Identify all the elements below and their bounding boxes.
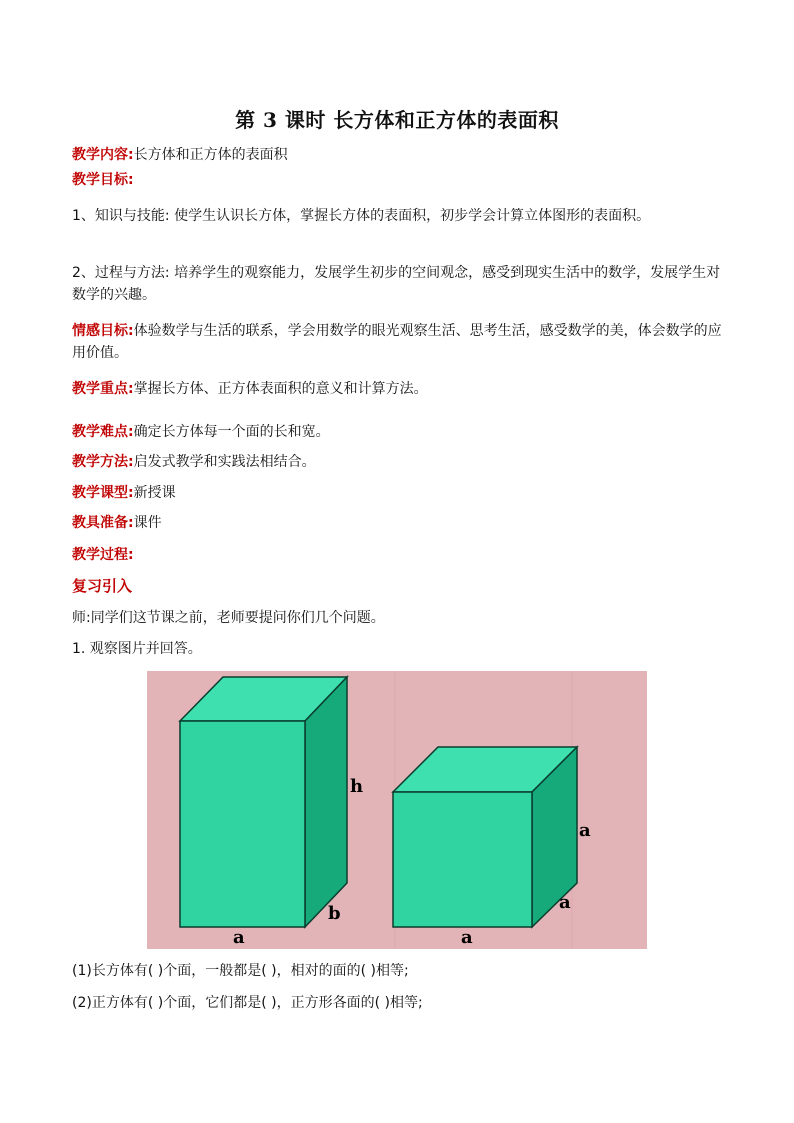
cuboid-front-face	[180, 721, 305, 927]
teaching-method	[72, 451, 732, 473]
teaching-content-text: 长方体和正方体的表面积	[133, 147, 288, 163]
teaching-key-point-label: 教学重点:	[72, 381, 134, 397]
teaching-tools-text: 课件	[133, 515, 162, 531]
teaching-objectives-label: 教学目标:	[72, 172, 134, 188]
teaching-difficulty	[72, 421, 732, 443]
teaching-process	[72, 544, 732, 566]
question-1: 1. 观察图片并回答。	[72, 641, 202, 657]
cube-front-face	[393, 792, 532, 927]
objective-process: 2、过程与方法: 培养学生的观察能力，发展学生初步的空间观念，感受到现实生活中的数学，发展学生对数学的兴趣。	[72, 265, 721, 303]
cuboid-depth-label: b	[328, 903, 341, 924]
teaching-process-label: 教学过程:	[72, 547, 134, 563]
cube-length-label: a	[461, 927, 473, 948]
teaching-method-text: 启发式教学和实践法相结合。	[133, 454, 316, 470]
review-heading: 复习引入	[72, 577, 133, 595]
emotion-objective	[72, 320, 728, 364]
teaching-difficulty-label: 教学难点:	[72, 424, 134, 440]
sub-question-1: (1)长方体有( )个面，一般都是( )，相对的面的( )相等;	[72, 963, 409, 979]
lesson-type-text: 新授课	[133, 485, 176, 501]
teacher-intro: 师:同学们这节课之前，老师要提问你们几个问题。	[72, 610, 385, 626]
teaching-difficulty-text: 确定长方体每一个面的长和宽。	[133, 424, 330, 440]
teaching-tools	[72, 512, 732, 534]
sub-question-2: (2)正方体有( )个面，它们都是( )，正方形各面的( )相等;	[72, 995, 423, 1011]
teaching-content-label: 教学内容:	[72, 147, 134, 163]
cuboid-side-face	[305, 677, 347, 927]
teaching-key-point	[72, 378, 732, 400]
cube-depth-label: a	[559, 892, 571, 913]
cube-height-label: a	[579, 820, 591, 841]
cuboid-length-label: a	[233, 927, 245, 948]
emotion-objective-label: 情感目标:	[72, 323, 134, 339]
cuboid-height-label: h	[350, 776, 364, 797]
figure-svg	[147, 671, 647, 949]
emotion-objective-text: 体验数学与生活的联系，学会用数学的眼光观察生活、思考生活，感受数学的美，体会数学的应用价值。	[72, 323, 722, 361]
teaching-content	[72, 144, 732, 166]
objective-knowledge: 1、知识与技能: 使学生认识长方体，掌握长方体的表面积，初步学会计算立体图形的表面积。	[72, 208, 651, 224]
lesson-type	[72, 482, 732, 504]
teaching-method-label: 教学方法:	[72, 454, 134, 470]
page-title: 第 3 课时 长方体和正方体的表面积	[235, 108, 559, 132]
cuboid-cube-figure	[147, 671, 647, 949]
teaching-tools-label: 教具准备:	[72, 515, 134, 531]
teaching-objectives	[72, 169, 732, 191]
lesson-type-label: 教学课型:	[72, 485, 134, 501]
teaching-key-point-text: 掌握长方体、正方体表面积的意义和计算方法。	[133, 381, 428, 397]
